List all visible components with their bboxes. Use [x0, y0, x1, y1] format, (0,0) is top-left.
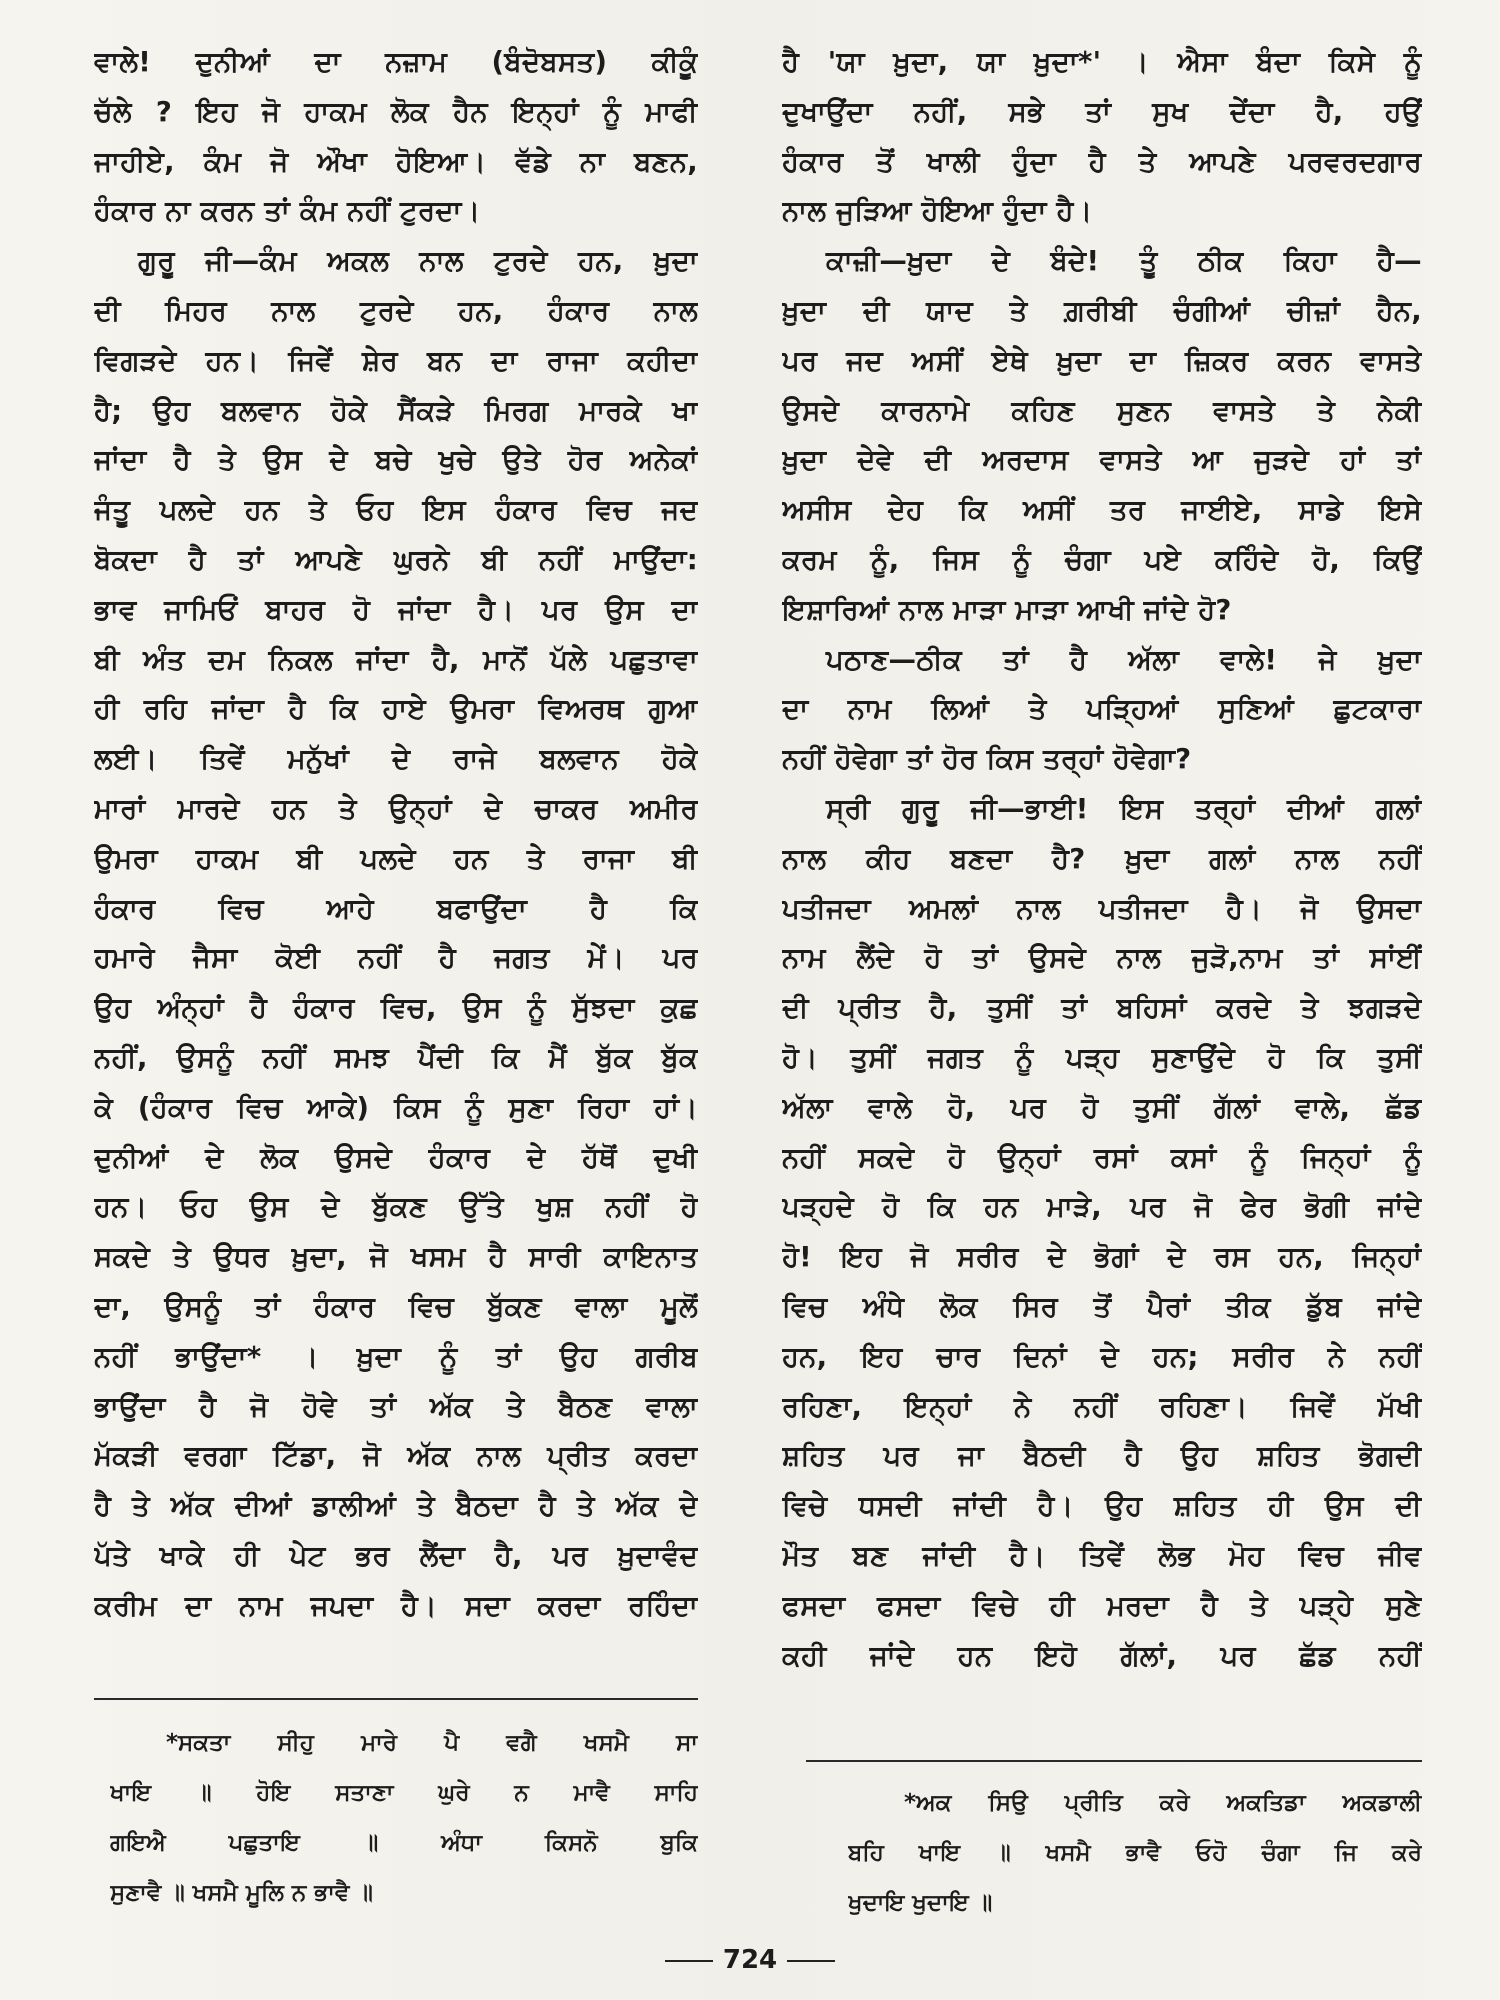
text-line: ਹੀ ਰਹਿ ਜਾਂਦਾ ਹੈ ਕਿ ਹਾਏ ਉਮਰਾ ਵਿਅਰਥ ਗੁਆ: [94, 693, 698, 726]
text-line: ਵਾਲੇ! ਦੁਨੀਆਂ ਦਾ ਨਜ਼ਾਮ (ਬੰਦੋਬਸਤ) ਕੀਕੂੰ: [94, 46, 698, 78]
text-line: ਪਠਾਣ—ਠੀਕ ਤਾਂ ਹੈ ਅੱਲਾ ਵਾਲੇ! ਜੇ ਖ਼ੁਦਾ: [826, 643, 1422, 676]
text-line: ਮਾਰਾਂ ਮਾਰਦੇ ਹਨ ਤੇ ਉਨ੍ਹਾਂ ਦੇ ਚਾਕਰ ਅਮੀਰ: [94, 792, 698, 825]
text-line: ਖ਼ੁਦਾ ਦੀ ਯਾਦ ਤੇ ਗ਼ਰੀਬੀ ਚੰਗੀਆਂ ਚੀਜ਼ਾਂ ਹੈਨ,: [782, 294, 1422, 327]
text-line: ਜਾਹੀਏ, ਕੰਮ ਜੋ ਔਖਾ ਹੋਇਆ। ਵੱਡੇ ਨਾ ਬਣਨ,: [94, 145, 698, 178]
text-line: ਜਾਂਦਾ ਹੈ ਤੇ ਉਸ ਦੇ ਬਚੇ ਖੁਚੇ ਉਤੇ ਹੋਰ ਅਨੇਕਾਂ: [94, 444, 698, 477]
text-line: ਮੱਕੜੀ ਵਰਗਾ ਟਿੱਡਾ, ਜੋ ਅੱਕ ਨਾਲ ਪ੍ਰੀਤ ਕਰਦਾ: [94, 1440, 698, 1473]
text-line: ਕਰਮ ਨੂੰ, ਜਿਸ ਨੂੰ ਚੰਗਾ ਪਏ ਕਹਿੰਦੇ ਹੋ, ਕਿਉਂ: [782, 543, 1422, 576]
text-line: ਕਾਜ਼ੀ—ਖ਼ੁਦਾ ਦੇ ਬੰਦੇ! ਤੂੰ ਠੀਕ ਕਿਹਾ ਹੈ—: [826, 245, 1422, 278]
text-line: ਚੱਲੇ ? ਇਹ ਜੋ ਹਾਕਮ ਲੋਕ ਹੈਨ ਇਨ੍ਹਾਂ ਨੂੰ ਮਾਫੀ: [94, 95, 698, 128]
text-line: ਪਰ ਜਦ ਅਸੀਂ ਏਥੇ ਖ਼ੁਦਾ ਦਾ ਜ਼ਿਕਰ ਕਰਨ ਵਾਸਤੇ: [782, 344, 1422, 377]
footnote-line: ਖਾਇ ॥ ਹੋਇ ਸਤਾਣਾ ਘੁਰੇ ਨ ਮਾਵੈ ਸਾਹਿ: [110, 1780, 698, 1806]
text-line: ਫਸਦਾ ਫਸਦਾ ਵਿਚੇ ਹੀ ਮਰਦਾ ਹੈ ਤੇ ਪੜ੍ਹੇ ਸੁਣੇ: [782, 1589, 1422, 1622]
footnote-divider-left: [94, 1698, 698, 1700]
footnote-line: *ਸਕਤਾ ਸੀਹੁ ਮਾਰੇ ਪੈ ਵਗੈ ਖਸਮੈ ਸਾ: [166, 1730, 698, 1756]
text-line: ਭਾਵ ਜਾਮਿਓਂ ਬਾਹਰ ਹੋ ਜਾਂਦਾ ਹੈ। ਪਰ ਉਸ ਦਾ: [94, 593, 698, 626]
text-line: ਭਾਉਂਦਾ ਹੈ ਜੋ ਹੋਵੇ ਤਾਂ ਅੱਕ ਤੇ ਬੈਠਣ ਵਾਲਾ: [94, 1390, 698, 1423]
page-number: 724: [722, 1945, 778, 1975]
text-line: ਹਨ। ਓਹ ਉਸ ਦੇ ਬੁੱਕਣ ਉੱਤੇ ਖੁਸ਼ ਨਹੀਂ ਹੋ: [94, 1191, 698, 1224]
text-line: ਪੜ੍ਹਦੇ ਹੋ ਕਿ ਹਨ ਮਾੜੇ, ਪਰ ਜੋ ਫੇਰ ਭੋਗੀ ਜਾਂਦੇ: [782, 1191, 1422, 1224]
text-line: ਪੱਤੇ ਖਾਕੇ ਹੀ ਪੇਟ ਭਰ ਲੈਂਦਾ ਹੈ, ਪਰ ਖ਼ੁਦਾਵੰਦ: [94, 1539, 698, 1572]
text-line: ਇਸ਼ਾਰਿਆਂ ਨਾਲ ਮਾੜਾ ਮਾੜਾ ਆਖੀ ਜਾਂਦੇ ਹੋ?: [782, 593, 1232, 626]
text-line: ਦਾ ਨਾਮ ਲਿਆਂ ਤੇ ਪੜ੍ਹਿਆਂ ਸੁਣਿਆਂ ਛੁਟਕਾਰਾ: [782, 693, 1422, 726]
text-line: ਵਿਚੇ ਧਸਦੀ ਜਾਂਦੀ ਹੈ। ਉਹ ਸ਼ਹਿਤ ਹੀ ਉਸ ਦੀ: [782, 1490, 1422, 1523]
text-line: ਜੰਤੂ ਪਲਦੇ ਹਨ ਤੇ ਓਹ ਇਸ ਹੰਕਾਰ ਵਿਚ ਜਦ: [94, 494, 698, 527]
text-line: ਰਹਿਣਾ, ਇਨ੍ਹਾਂ ਨੇ ਨਹੀਂ ਰਹਿਣਾ। ਜਿਵੇਂ ਮੱਖੀ: [782, 1390, 1422, 1423]
text-line: ਸ੍ਰੀ ਗੁਰੂ ਜੀ—ਭਾਈ! ਇਸ ਤਰ੍ਹਾਂ ਦੀਆਂ ਗਲਾਂ: [826, 792, 1422, 825]
footnote-line: ਖੁਦਾਇ ਖੁਦਾਇ ॥: [848, 1890, 993, 1916]
text-line: ਸਕਦੇ ਤੇ ਉਧਰ ਖ਼ੁਦਾ, ਜੋ ਖਸਮ ਹੈ ਸਾਰੀ ਕਾਇਨਾਤ: [94, 1241, 698, 1274]
text-line: ਦੁਖਾਉਂਦਾ ਨਹੀਂ, ਸਭੇ ਤਾਂ ਸੁਖ ਦੇਂਦਾ ਹੈ, ਹਉਂ: [782, 95, 1422, 128]
text-line: ਵਿਚ ਅੰਧੇ ਲੋਕ ਸਿਰ ਤੋਂ ਪੈਰਾਂ ਤੀਕ ਡੁੱਬ ਜਾਂਦੇ: [782, 1290, 1422, 1323]
text-line: ਹਨ, ਇਹ ਚਾਰ ਦਿਨਾਂ ਦੇ ਹਨ; ਸਰੀਰ ਨੇ ਨਹੀਂ: [782, 1340, 1422, 1373]
right-text-column: [782, 38, 1422, 1681]
left-text-column: [94, 38, 698, 1632]
page-number-dash: [787, 1960, 835, 1962]
footnote-right: [848, 1778, 1422, 1928]
text-line: ਉਮਰਾ ਹਾਕਮ ਬੀ ਪਲਦੇ ਹਨ ਤੇ ਰਾਜਾ ਬੀ: [94, 842, 698, 875]
text-line: ਹੈ 'ਯਾ ਖ਼ੁਦਾ, ਯਾ ਖ਼ੁਦਾ*' । ਐਸਾ ਬੰਦਾ ਕਿਸੇ ਨੂੰ: [782, 46, 1422, 78]
footnote-left: [110, 1718, 698, 1918]
text-line: ਹੰਕਾਰ ਵਿਚ ਆਹੇ ਬਫਾਉਂਦਾ ਹੈ ਕਿ: [94, 892, 698, 925]
text-line: ਦਾ, ਉਸਨੂੰ ਤਾਂ ਹੰਕਾਰ ਵਿਚ ਬੁੱਕਣ ਵਾਲਾ ਮੂਲੋਂ: [94, 1290, 698, 1323]
text-line: ਉਹ ਅੰਨ੍ਹਾਂ ਹੈ ਹੰਕਾਰ ਵਿਚ, ਉਸ ਨੂੰ ਸੁੱਝਦਾ ਕੁਛ: [94, 992, 698, 1025]
text-line: ਅਸੀਸ ਦੇਹ ਕਿ ਅਸੀਂ ਤਰ ਜਾਈਏ, ਸਾਡੇ ਇਸੇ: [782, 494, 1422, 527]
text-line: ਖ਼ੁਦਾ ਦੇਵੇ ਦੀ ਅਰਦਾਸ ਵਾਸਤੇ ਆ ਜੁੜਦੇ ਹਾਂ ਤਾਂ: [782, 444, 1422, 477]
text-line: ਬੋਕਦਾ ਹੈ ਤਾਂ ਆਪਣੇ ਘੁਰਨੇ ਬੀ ਨਹੀਂ ਮਾਉਂਦਾ:: [94, 543, 698, 576]
text-line: ਨਾਲ ਕੀਹ ਬਣਦਾ ਹੈ? ਖ਼ੁਦਾ ਗਲਾਂ ਨਾਲ ਨਹੀਂ: [782, 842, 1422, 875]
text-line: ਦੀ ਮਿਹਰ ਨਾਲ ਟੁਰਦੇ ਹਨ, ਹੰਕਾਰ ਨਾਲ: [94, 294, 698, 327]
text-line: ਹੰਕਾਰ ਤੋਂ ਖਾਲੀ ਹੁੰਦਾ ਹੈ ਤੇ ਆਪਣੇ ਪਰਵਰਦਗਾਰ: [782, 145, 1422, 178]
text-line: ਹੈ ਤੇ ਅੱਕ ਦੀਆਂ ਡਾਲੀਆਂ ਤੇ ਬੈਠਦਾ ਹੈ ਤੇ ਅੱਕ ਦੇ: [94, 1490, 698, 1523]
text-line: ਨਹੀਂ ਹੋਵੇਗਾ ਤਾਂ ਹੋਰ ਕਿਸ ਤਰ੍ਹਾਂ ਹੋਵੇਗਾ?: [782, 743, 1192, 776]
page-number-dash: [665, 1960, 713, 1962]
text-line: ਨਾਮ ਲੈਂਦੇ ਹੋ ਤਾਂ ਉਸਦੇ ਨਾਲ ਜੁੜੋ,ਨਾਮ ਤਾਂ ਸਾਂਈਂ: [782, 942, 1422, 975]
text-line: ਨਹੀਂ, ਉਸਨੂੰ ਨਹੀਂ ਸਮਝ ਪੈਂਦੀ ਕਿ ਮੈਂ ਬੁੱਕ ਬੁੱਕ: [94, 1041, 698, 1074]
text-line: ਹਮਾਰੇ ਜੈਸਾ ਕੋਈ ਨਹੀਂ ਹੈ ਜਗਤ ਮੇਂ। ਪਰ: [94, 942, 698, 975]
text-line: ਕਹੀ ਜਾਂਦੇ ਹਨ ਇਹੋ ਗੱਲਾਂ, ਪਰ ਛੱਡ ਨਹੀਂ: [782, 1639, 1422, 1672]
page-number-footer: [0, 1945, 1500, 1975]
text-line: ਦੀ ਪ੍ਰੀਤ ਹੈ, ਤੁਸੀਂ ਤਾਂ ਬਹਿਸਾਂ ਕਰਦੇ ਤੇ ਝਗੜਦੇ: [782, 992, 1422, 1025]
text-line: ਬੀ ਅੰਤ ਦਮ ਨਿਕਲ ਜਾਂਦਾ ਹੈ, ਮਾਨੋਂ ਪੱਲੇ ਪਛੁਤਾਵਾ: [94, 643, 698, 676]
footnote-divider-right: [806, 1760, 1422, 1762]
footnote-line: ਬਹਿ ਖਾਇ ॥ ਖਸਮੈ ਭਾਵੈ ਓਹੋ ਚੰਗਾ ਜਿ ਕਰੇ: [848, 1840, 1422, 1866]
footnote-line: ਸੁਣਾਵੈ ॥ ਖਸਮੈ ਮੂਲਿ ਨ ਭਾਵੈ ॥: [110, 1880, 373, 1906]
text-line: ਨਾਲ ਜੁੜਿਆ ਹੋਇਆ ਹੁੰਦਾ ਹੈ।: [782, 195, 1093, 228]
text-line: ਹੋ। ਤੁਸੀਂ ਜਗਤ ਨੂੰ ਪੜ੍ਹ ਸੁਣਾਉਂਦੇ ਹੋ ਕਿ ਤੁਸੀਂ: [782, 1041, 1422, 1074]
text-line: ਹੋ! ਇਹ ਜੋ ਸਰੀਰ ਦੇ ਭੋਗਾਂ ਦੇ ਰਸ ਹਨ, ਜਿਨ੍ਹਾਂ: [782, 1241, 1422, 1274]
text-line: ਕਰੀਮ ਦਾ ਨਾਮ ਜਪਦਾ ਹੈ। ਸਦਾ ਕਰਦਾ ਰਹਿੰਦਾ: [94, 1589, 698, 1622]
text-line: ਦੁਨੀਆਂ ਦੇ ਲੋਕ ਉਸਦੇ ਹੰਕਾਰ ਦੇ ਹੱਥੋਂ ਦੁਖੀ: [94, 1141, 698, 1174]
text-line: ਨਹੀਂ ਸਕਦੇ ਹੋ ਉਨ੍ਹਾਂ ਰਸਾਂ ਕਸਾਂ ਨੂੰ ਜਿਨ੍ਹਾਂ ਨੂੰ: [782, 1141, 1422, 1174]
text-line: ਗੁਰੂ ਜੀ—ਕੰਮ ਅਕਲ ਨਾਲ ਟੁਰਦੇ ਹਨ, ਖ਼ੁਦਾ: [138, 245, 698, 278]
text-line: ਮੌਤ ਬਣ ਜਾਂਦੀ ਹੈ। ਤਿਵੇਂ ਲੋਭ ਮੋਹ ਵਿਚ ਜੀਵ: [782, 1539, 1422, 1572]
footnote-line: ਗਇਐ ਪਛੁਤਾਇ ॥ ਅੰਧਾ ਕਿਸਨੋ ਬੁਕਿ: [110, 1830, 698, 1856]
footnote-line: *ਅਕ ਸਿਉ ਪ੍ਰੀਤਿ ਕਰੇ ਅਕਤਿਡਾ ਅਕਡਾਲੀ: [904, 1790, 1422, 1816]
text-line: ਉਸਦੇ ਕਾਰਨਾਮੇ ਕਹਿਣ ਸੁਣਨ ਵਾਸਤੇ ਤੇ ਨੇਕੀ: [782, 394, 1422, 427]
text-line: ਹੰਕਾਰ ਨਾ ਕਰਨ ਤਾਂ ਕੰਮ ਨਹੀਂ ਟੁਰਦਾ।: [94, 195, 481, 228]
text-line: ਵਿਗੜਦੇ ਹਨ। ਜਿਵੇਂ ਸ਼ੇਰ ਬਨ ਦਾ ਰਾਜਾ ਕਹੀਦਾ: [94, 344, 698, 377]
text-line: ਲਈ। ਤਿਵੇਂ ਮਨੁੱਖਾਂ ਦੇ ਰਾਜੇ ਬਲਵਾਨ ਹੋਕੇ: [94, 743, 698, 776]
text-line: ਸ਼ਹਿਤ ਪਰ ਜਾ ਬੈਠਦੀ ਹੈ ਉਹ ਸ਼ਹਿਤ ਭੋਗਦੀ: [782, 1440, 1422, 1473]
text-line: ਨਹੀਂ ਭਾਉਂਦਾ* । ਖ਼ੁਦਾ ਨੂੰ ਤਾਂ ਉਹ ਗਰੀਬ: [94, 1340, 698, 1373]
text-line: ਹੈ; ਉਹ ਬਲਵਾਨ ਹੋਕੇ ਸੈਂਕੜੇ ਮਿਰਗ ਮਾਰਕੇ ਖਾ: [94, 394, 698, 427]
text-line: ਕੇ (ਹੰਕਾਰ ਵਿਚ ਆਕੇ) ਕਿਸ ਨੂੰ ਸੁਣਾ ਰਿਹਾ ਹਾਂ।: [94, 1091, 698, 1124]
text-line: ਅੱਲਾ ਵਾਲੇ ਹੋ, ਪਰ ਹੋ ਤੁਸੀਂ ਗੱਲਾਂ ਵਾਲੇ, ਛੱਡ: [782, 1091, 1422, 1124]
text-line: ਪਤੀਜਦਾ ਅਮਲਾਂ ਨਾਲ ਪਤੀਜਦਾ ਹੈ। ਜੋ ਉਸਦਾ: [782, 892, 1422, 925]
